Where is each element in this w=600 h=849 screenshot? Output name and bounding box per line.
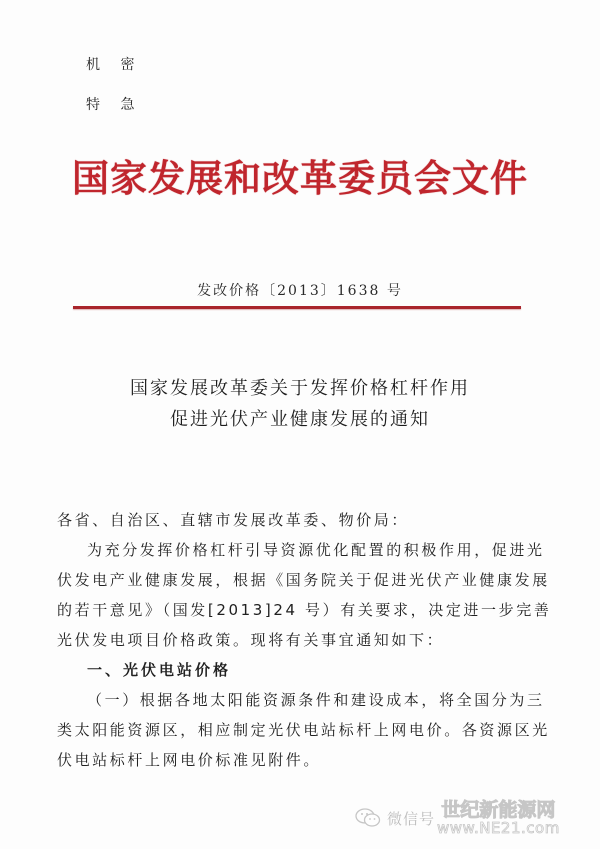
document-number: 发改价格〔2013〕1638 号: [197, 283, 403, 299]
title-line-1: 国家发展改革委关于发挥价格杠杆作用: [130, 378, 470, 399]
classification-marks: [86, 58, 142, 112]
issuer-heading: 国家发展和改革委员会文件: [72, 156, 528, 200]
section-heading: 一、光伏电站价格: [87, 661, 232, 679]
title-line-2: 促进光伏产业健康发展的通知: [170, 409, 430, 430]
document-body: [57, 505, 557, 775]
watermark: [355, 798, 560, 838]
brand-logo: [437, 800, 560, 837]
addressee: 各省、自治区、直辖市发展改革委、物价局：: [57, 511, 410, 529]
brand-name: 世纪新能源网: [441, 798, 556, 821]
brand-url: www.NE21.com: [437, 818, 560, 837]
section-item: （一）根据各地太阳能资源条件和建设成本，将全国分为三类太阳能资源区，相应制定光伏电站标杆上网电价。各资源区光伏电站标杆上网电价标准见附件。: [57, 691, 550, 769]
intro-paragraph: 为充分发挥价格杠杆引导资源优化配置的积极作用，促进光伏发电产业健康发展，根据《国务院关于促进光伏产业健康发展的若干意见》（国发[2013]24 号）有关要求，决定进一步完善光伏发电项目价格政策。现将有关事宜通知如下：: [57, 541, 552, 649]
red-divider: [73, 306, 521, 309]
document-title: [0, 373, 600, 435]
wechat-label: 微信号: [387, 809, 436, 828]
wechat-icon: [355, 808, 381, 828]
confidential-mark: 机 密: [86, 57, 143, 73]
urgent-mark: 特 急: [86, 97, 143, 113]
